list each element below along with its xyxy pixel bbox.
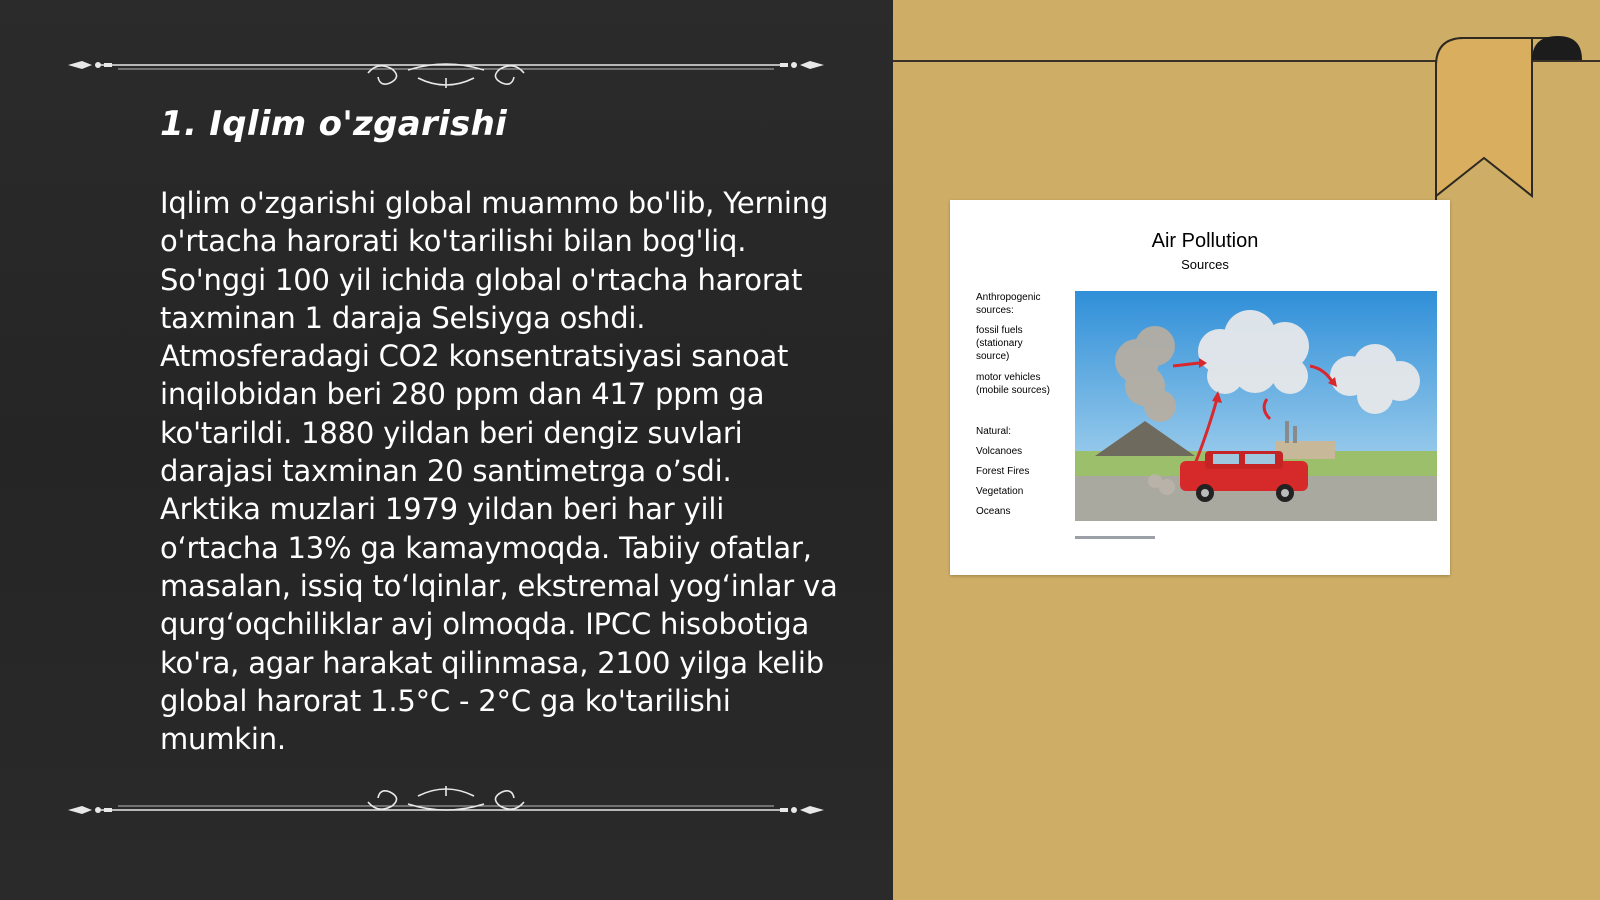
label-volcanoes: Volcanoes — [976, 446, 1023, 457]
bottom-ornament-divider — [68, 786, 824, 826]
slide-title: 1. Iqlim o'zgarishi — [160, 104, 508, 144]
label-forest-fires: Forest Fires — [976, 466, 1030, 477]
label-anthropogenic: Anthropogenic sources: — [976, 292, 1041, 316]
figure-title: Air Pollution — [1151, 230, 1259, 252]
slide-body-text: Iqlim o'zgarishi global muammo bo'lib, Yerning o'rtacha harorati ko'tarilishi bilan bog'liq. So'nggi 100 yil ichida global o'rtacha harorat taxminan 1 daraja Selsiyga oshdi. Atmosferadagi CO2 konsentratsiyasi sanoat inqilobidan beri 280 ppm dan 417 ppm ga ko'tarildi. 1880 yildan beri dengiz suvlari darajasi taxminan 20 santimetrga o’sdi. Arktika muzlari 1979 yildan beri har yili o‘rtacha 13% ga kamaymoqda. Tabiiy ofatlar, masalan, issiq to‘lqinlar, ekstremal yog‘inlar va qurg‘oqchiliklar avj olmoqda. IPCC hisobotiga ko'ra, agar harakat qilinmasa, 2100 yilga kelib global harorat 1.5°C - 2°C ga ko'tarilishi mumkin. — [160, 186, 838, 757]
air-pollution-figure — [950, 200, 1450, 575]
label-motor-vehicles: motor vehicles (mobile sources) — [976, 372, 1050, 396]
figure-credit — [1075, 536, 1155, 539]
top-ornament-divider — [68, 48, 824, 88]
label-vegetation: Vegetation — [976, 486, 1024, 497]
label-fossil-fuels: fossil fuels (stationary source) — [976, 325, 1023, 362]
pollution-illustration — [1075, 291, 1437, 521]
bookmark-ribbon-icon — [1434, 36, 1584, 200]
label-oceans: Oceans — [976, 506, 1011, 517]
label-natural: Natural: — [976, 426, 1012, 437]
figure-subtitle: Sources — [1181, 257, 1229, 272]
